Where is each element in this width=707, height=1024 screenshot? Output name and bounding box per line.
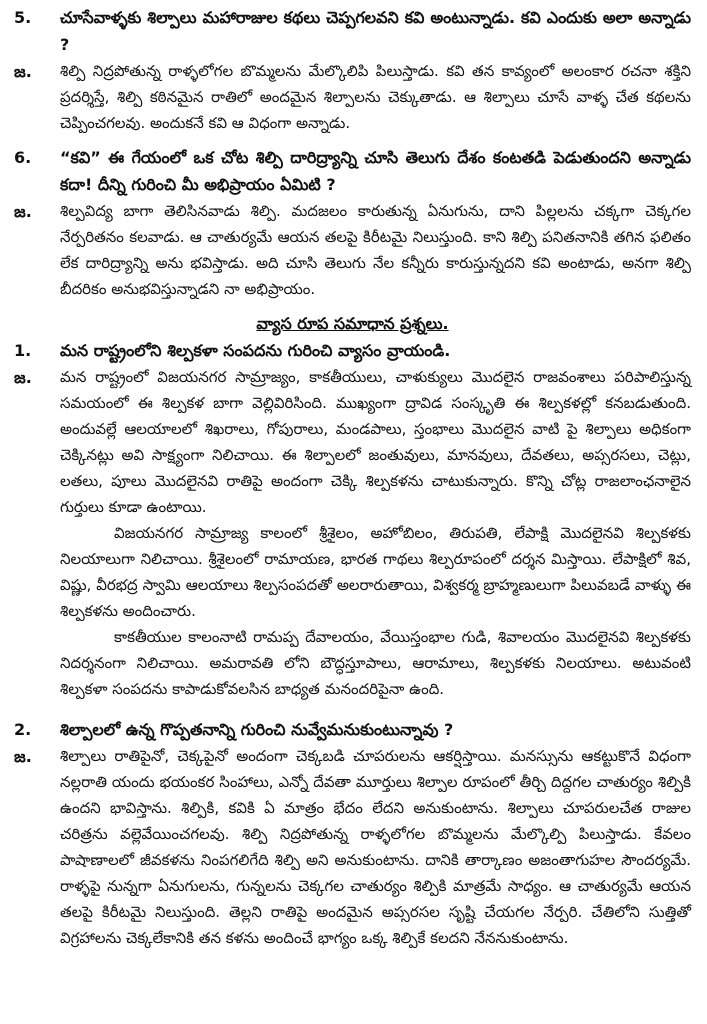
question-block-6 (14, 144, 691, 302)
answer-paragraph: విజయనగర సామ్రాజ్య కాలంలో శ్రీశైలం, అహోబిలం, తిరుపతి, లేపాక్షి మొదలైనవి శిల్పకళకు నిలయాలుగా నిలిచాయి. శ్రీశైలంలో రామాయణ, భారత గాథలు శిల్పరూపంలో దర్శన మిస్తాయి. లేపాక్షిలో శివ, విష్ణు, వీరభద్ర స్వామి ఆలయాలు శిల్పసంపదతో అలరారుతాయి, విశ్వకర్మ బ్రాహ్మణులుగా పిలువబడే వాళ్ళు ఈ శిల్పకళను అందించారు. (60, 524, 691, 620)
essay-question-block-1 (14, 337, 691, 702)
answer-paragraph: మన రాష్ట్రంలో విజయనగర సామ్రాజ్యం, కాకతీయులు, చాళుక్యులు మొదలైన రాజవంశాలు పరిపాలిస్తున్న సమయంలో ఈ శిల్పకళ బాగా వెల్లివిరిసింది. ముఖ్యంగా ద్రావిడ సంస్కృతి ఈ శిల్పకళల్లో కనబడుతుంది. అందువల్లే ఆలయాలలో శిఖరాలు, గోపురాలు, మండపాలు, స్తంభాలు మొదలైన వాటి పై శిల్పాలు అధికంగా చెక్కినట్లు అవి సాక్ష్యంగా నిలిచాయి. ఈ శిల్పాలలో జంతువులు, మానవులు, దేవతలు, అప్సరసలు, చెట్లు, లతలు, పూలు మొదలైనవి రాతిపై అందంగా చెక్కి శిల్పకళను చాటుకున్నారు. కొన్ని చోట్ల రాజలాంఛనాలైన గుర్తులు కూడా ఉంటాయి. (60, 368, 691, 516)
answer-body (60, 364, 691, 702)
question-number: 6. (14, 148, 32, 167)
question-text: చూసేవాళ్ళకు శిల్పాలు మహారాజుల కథలు చెప్పగలవని కవి అంటున్నాడు. కవి ఎందుకు అలా అన్నాడు ? (60, 8, 691, 54)
section-title: వ్యాస రూప సమాధాన ప్రశ్నలు. (256, 314, 449, 333)
question-block-5 (14, 4, 691, 136)
question-text: శిల్పాలలో ఉన్న గొప్పతనాన్ని గురించి నువ్వేమనుకుంటున్నావు ? (60, 720, 454, 739)
question-number: 5. (14, 8, 32, 27)
answer-text: శిల్పాలు రాతిపైనో, చెక్కపైనో అందంగా చెక్కబడి చూపరులను ఆకర్షిస్తాయి. మనస్సును ఆకట్టుకొనే విధంగా నల్లరాతి యందు భయంకర సింహాలు, ఎన్నో దేవతా మూర్తులు శిల్పాల రూపంలో తీర్చి దిద్దగల చాతుర్యం శిల్పికి ఉందని భావిస్తాను. శిల్పికి, కవికి ఏ మాత్రం భేదం లేదని అనుకుంటాను. శిల్పాలు చూపరులచేత రాజుల చరిత్రను వల్లెవేయించగలవు. శిల్పి నిద్రపోతున్న రాళ్ళలోగల బొమ్మలను మేల్కొల్పి పిలుస్తాడు. కేవలం పాషాణాలలో జీవకళను నింపగలిగేది శిల్పి అని అనుకుంటాను. దానికి తార్కాణం అజంతాగుహల సౌందర్యమే. రాళ్ళపై నున్నగా ఏనుగులను, గున్నలను చెక్కగల చాతుర్యం శిల్పికి మాత్రమే సాధ్యం. ఆ చాతుర్యమే ఆయన తలపై కిరీటమై నిలుస్తుంది. తెల్లని రాతిపై అందమైన అప్సరసల సృష్టి చేయగల నేర్పరి. చేతిలోని సుత్తితో విగ్రహాలను చెక్కలేకానికి తన కళను అందించే భాగ్యం ఒక్క శిల్పికే కలదని నేననుకుంటాను. (60, 747, 691, 947)
answer-text: శిల్పి నిద్రపోతున్న రాళ్ళలోగల బొమ్మలను మేల్కొలిపి పిలుస్తాడు. కవి తన కావ్యంలో అలంకార రచనా శక్తిని ప్రదర్శిస్తే, శిల్పి కఠినమైన రాతిలో అందమైన శిల్పాలను చెక్కుతాడు. ఆ శిల్పాలు చూసే వాళ్ళ చేత కథలను చెప్పించగలవు. అందుకనే కవి ఆ విధంగా అన్నాడు. (60, 62, 691, 132)
answer-label: జ. (14, 62, 32, 81)
answer-label: జ. (14, 368, 32, 387)
essay-question-block-2 (14, 716, 691, 951)
answer-paragraph: కాకతీయుల కాలంనాటి రామప్ప దేవాలయం, వేయిస్తంభాల గుడి, శివాలయం మొదలైనవి శిల్పకళకు నిదర్శనంగా నిలిచాయి. అమరావతి లోని బౌద్ధస్తూపాలు, ఆరామాలు, శిల్పకళకు నిలయాలు. అటువంటి శిల్పకళా సంపదను కాపాడుకోవలసిన బాధ్యత మనందరిపైనా ఉంది. (60, 628, 691, 698)
answer-label: జ. (14, 202, 32, 221)
question-number: 1. (14, 341, 32, 360)
answer-label: జ. (14, 747, 32, 766)
question-number: 2. (14, 720, 32, 739)
question-text: మన రాష్ట్రంలోని శిల్పకళా సంపదను గురించి వ్యాసం వ్రాయండి. (60, 341, 451, 360)
answer-text: శిల్పవిద్య బాగా తెలిసినవాడు శిల్పి. మదజలం కారుతున్న ఏనుగును, దాని పిల్లలను చక్కగా చెక్కగల నేర్పరితనం కలవాడు. ఆ చాతుర్యమే ఆయన తలపై కిరీటమై నిలుస్తుంది. కాని శిల్పి పనితనానికి తగిన ఫలితం లేక దారిద్ర్యాన్ని అను భవిస్తాడు. అది చూసి తెలుగు నేల కన్నీరు కారుస్తున్నదని కవి అంటాడు, అనగా శిల్పి బీదరికం అనుభవిస్తున్నాడని నా అభిప్రాయం. (60, 202, 691, 298)
question-text: “కవి” ఈ గేయంలో ఒక చోట శిల్పి దారిద్ర్యాన్ని చూసి తెలుగు దేశం కంటతడి పెడుతుందని అన్నాడు కదా! దీన్ని గురించి మీ అభిప్రాయం ఏమిటి ? (60, 148, 691, 194)
